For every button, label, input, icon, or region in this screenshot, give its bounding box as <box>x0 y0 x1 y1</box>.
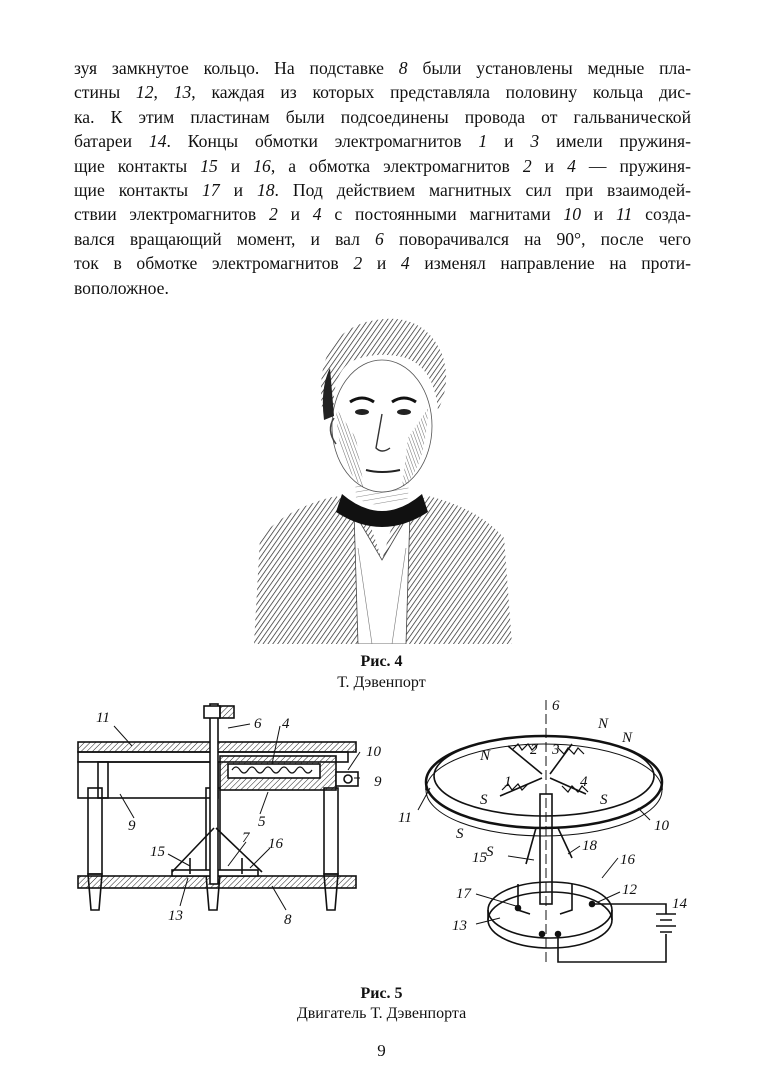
label-S-2: S <box>600 792 608 808</box>
label-1: 1 <box>504 774 512 790</box>
figure-5-title: Двигатель Т. Дэвенпорта <box>296 1005 467 1022</box>
figure-5-label: Рис. 5 <box>360 985 403 1002</box>
portrait-image <box>246 298 518 644</box>
label-16: 16 <box>268 836 283 852</box>
text-line: воположное. <box>74 277 169 298</box>
label-S-3: S <box>456 826 464 842</box>
label-N-2: N <box>622 730 633 746</box>
label-12: 12 <box>622 882 637 898</box>
motor-diagram <box>72 698 688 970</box>
label-6-right: 6 <box>552 698 560 714</box>
label-15: 15 <box>150 844 165 860</box>
body-paragraph <box>74 56 691 300</box>
text-line: зуя замкнутое кольцо. На подставке 8 были установлены медные пла- <box>74 58 691 78</box>
figure-4-label: Рис. 4 <box>360 653 403 670</box>
label-N-3: N <box>480 748 491 764</box>
label-S-1: S <box>480 792 488 808</box>
label-17: 17 <box>456 886 471 902</box>
text-line: батареи 14. Концы обмотки электромагнитов 1 и 3 имели пружиня- <box>74 131 691 152</box>
label-8: 8 <box>284 912 292 928</box>
label-11-right: 11 <box>398 810 412 826</box>
label-4: 4 <box>282 716 290 732</box>
text-line: ток в обмотке электромагнитов 2 и 4 изменял направление на проти- <box>74 253 691 274</box>
text-line: вался вращающий момент, и вал 6 поворачивался на 90°, после чего <box>74 228 691 249</box>
label-10: 10 <box>366 744 381 760</box>
text-line: щие контакты 17 и 18. Под действием магнитных сил при взаимодей- <box>74 179 691 200</box>
text-line: ка. К этим пластинам были подсоединены провода от гальванической <box>74 106 691 127</box>
text-line: ствии электромагнитов 2 и 4 с постоянными магнитами 10 и 11 созда- <box>74 204 691 225</box>
page-number: 9 <box>377 1041 386 1060</box>
label-15-right: 15 <box>472 850 487 866</box>
label-2: 2 <box>530 742 538 758</box>
text-line: стины 12, 13, каждая из которых представляла половину кольца дис- <box>74 82 691 103</box>
label-13-right: 13 <box>452 918 467 934</box>
label-14: 14 <box>672 896 687 912</box>
label-18: 18 <box>582 838 597 854</box>
label-S-4: S <box>486 844 494 860</box>
label-5: 5 <box>258 814 266 830</box>
label-7: 7 <box>242 830 250 846</box>
label-9b: 9 <box>128 818 136 834</box>
label-9: 9 <box>374 774 382 790</box>
label-11: 11 <box>96 710 110 726</box>
label-10-right: 10 <box>654 818 669 834</box>
label-4: 4 <box>580 774 588 790</box>
label-6: 6 <box>254 716 262 732</box>
text-line: щие контакты 15 и 16, а обмотка электромагнитов 2 и 4 — пружиня- <box>74 155 691 176</box>
label-3: 3 <box>552 742 560 758</box>
label-13: 13 <box>168 908 183 924</box>
label-N-1: N <box>598 716 609 732</box>
figure-4-title: Т. Дэвенпорт <box>337 674 426 691</box>
label-16-right: 16 <box>620 852 635 868</box>
